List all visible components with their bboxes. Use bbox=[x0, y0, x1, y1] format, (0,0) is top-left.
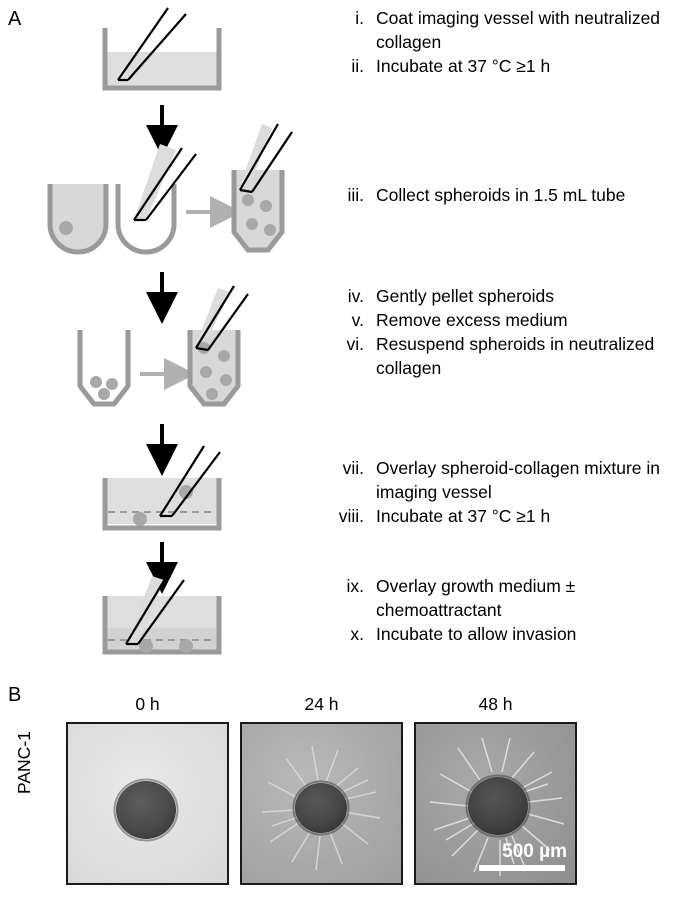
step-number: iv. bbox=[347, 286, 364, 306]
step-number: vii. bbox=[342, 458, 364, 478]
step-number: viii. bbox=[338, 506, 364, 526]
panel-a-label: A bbox=[8, 8, 22, 30]
step-text: Overlay spheroid-collagen mixture in imaging vessel bbox=[376, 458, 661, 502]
spheroid-collection-group bbox=[50, 124, 292, 252]
step-item bbox=[330, 332, 686, 380]
cell-line-label: PANC-1 bbox=[14, 731, 34, 794]
protocol-diagram bbox=[0, 0, 330, 670]
step-text: Incubate at 37 °C ≥1 h bbox=[376, 56, 551, 76]
spheroid bbox=[59, 221, 73, 235]
step-item bbox=[330, 574, 686, 622]
collagen-fill bbox=[105, 52, 219, 88]
panel-b-label: B bbox=[8, 684, 22, 706]
micrograph-24h-image bbox=[242, 724, 402, 884]
timepoint-label-48h: 48 h bbox=[478, 694, 513, 714]
step-group-collect bbox=[330, 183, 686, 207]
collagen-overlay-group bbox=[105, 446, 220, 528]
pellet-resuspend-group bbox=[80, 286, 248, 404]
scalebar bbox=[479, 865, 565, 871]
step-number: v. bbox=[351, 310, 364, 330]
spheroid bbox=[133, 512, 147, 526]
step-number: i. bbox=[355, 8, 364, 28]
step-item bbox=[330, 54, 686, 78]
step-item bbox=[330, 622, 686, 646]
medium-overlay-group bbox=[105, 574, 219, 653]
protocol-diagram-svg bbox=[0, 0, 330, 670]
step-text: Coat imaging vessel with neutralized collagen bbox=[376, 8, 661, 52]
timepoint-label-0h: 0 h bbox=[135, 694, 160, 714]
micrograph-24h bbox=[240, 722, 403, 885]
micrograph-0h bbox=[66, 722, 229, 885]
step-number: x. bbox=[350, 624, 364, 644]
u-bottom-well-icon bbox=[50, 184, 106, 252]
step-text: Gently pellet spheroids bbox=[376, 286, 555, 306]
scalebar-label: 500 µm bbox=[502, 841, 567, 862]
step-item bbox=[330, 456, 686, 504]
step-item bbox=[330, 284, 686, 308]
step-text: Incubate at 37 °C ≥1 h bbox=[376, 506, 551, 526]
step-item bbox=[330, 504, 686, 528]
step-number: ix. bbox=[346, 576, 364, 596]
step-text: Incubate to allow invasion bbox=[376, 624, 577, 644]
micrograph-panel bbox=[0, 684, 700, 906]
vessel-coating-group bbox=[105, 8, 219, 88]
step-number: vi. bbox=[346, 334, 364, 354]
step-group-coating bbox=[330, 6, 686, 78]
step-group-overlay-medium bbox=[330, 574, 686, 646]
timepoint-label-24h: 24 h bbox=[304, 694, 339, 714]
step-text: Collect spheroids in 1.5 mL tube bbox=[376, 185, 626, 205]
step-item bbox=[330, 183, 686, 207]
step-text: Resuspend spheroids in neutralized collagen bbox=[376, 334, 655, 378]
step-text: Overlay growth medium ± chemoattractant bbox=[376, 576, 576, 620]
step-number: ii. bbox=[351, 56, 364, 76]
step-group-pellet bbox=[330, 284, 686, 380]
step-item bbox=[330, 6, 686, 54]
microcentrifuge-tube-icon bbox=[80, 330, 128, 404]
step-text: Remove excess medium bbox=[376, 310, 568, 330]
micrograph-0h-image bbox=[68, 724, 228, 884]
spheroid bbox=[179, 639, 193, 653]
step-item bbox=[330, 308, 686, 332]
step-group-overlay-collagen bbox=[330, 456, 686, 528]
micrograph-48h bbox=[414, 722, 577, 885]
step-number: iii. bbox=[347, 185, 364, 205]
